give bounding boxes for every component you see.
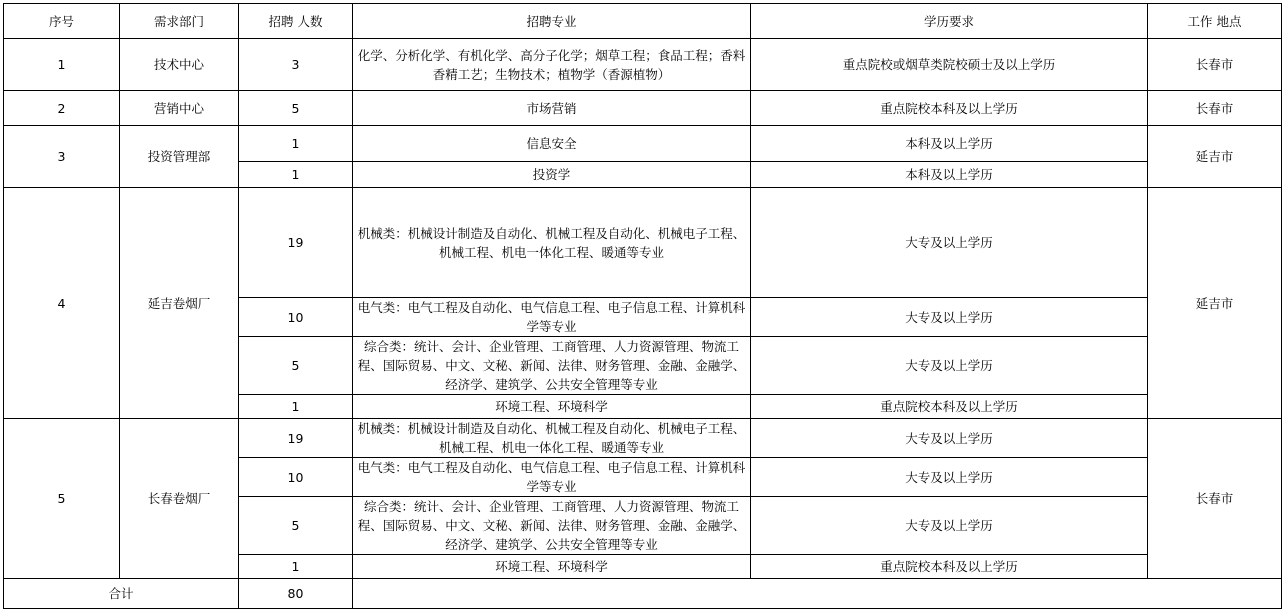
row-major: 电气类：电气工程及自动化、电气信息工程、电子信息工程、计算机科学等专业 [353,298,751,337]
row-count: 5 [239,91,353,126]
table-row [4,188,1282,298]
row-edu: 大专及以上学历 [751,337,1148,395]
row-count: 5 [239,337,353,395]
row-edu: 本科及以上学历 [751,162,1148,188]
row-no: 2 [4,91,120,126]
row-count: 3 [239,39,353,91]
row-loc: 延吉市 [1148,188,1282,419]
header-count: 招聘 人数 [239,4,353,39]
table-row [4,419,1282,458]
row-dept: 投资管理部 [120,126,239,188]
row-edu: 重点院校本科及以上学历 [751,555,1148,579]
header-dept: 需求部门 [120,4,239,39]
row-major: 市场营销 [353,91,751,126]
row-count: 1 [239,395,353,419]
row-edu: 重点院校本科及以上学历 [751,395,1148,419]
table-row [4,126,1282,162]
row-count: 1 [239,555,353,579]
row-loc: 长春市 [1148,39,1282,91]
row-edu: 本科及以上学历 [751,126,1148,162]
row-major: 综合类：统计、会计、企业管理、工商管理、人力资源管理、物流工程、国际贸易、中文、文秘、新闻、法律、财务管理、金融、金融学、经济学、建筑学、公共安全管理等专业 [353,337,751,395]
row-major: 环境工程、环境科学 [353,395,751,419]
row-no: 3 [4,126,120,188]
row-major: 电气类：电气工程及自动化、电气信息工程、电子信息工程、计算机科学等专业 [353,458,751,497]
row-no: 5 [4,419,120,579]
row-count: 19 [239,188,353,298]
row-count: 1 [239,162,353,188]
recruitment-table [3,3,1282,609]
total-count: 80 [239,579,353,609]
total-label: 合计 [4,579,239,609]
total-empty [353,579,1282,609]
header-edu: 学历要求 [751,4,1148,39]
row-count: 1 [239,126,353,162]
header-row [4,4,1282,39]
row-edu: 大专及以上学历 [751,298,1148,337]
row-loc: 延吉市 [1148,126,1282,188]
row-edu: 大专及以上学历 [751,419,1148,458]
row-major: 投资学 [353,162,751,188]
row-dept: 技术中心 [120,39,239,91]
header-major: 招聘专业 [353,4,751,39]
row-major: 环境工程、环境科学 [353,555,751,579]
row-major: 信息安全 [353,126,751,162]
table-row [4,39,1282,91]
row-loc: 长春市 [1148,419,1282,579]
row-edu: 大专及以上学历 [751,497,1148,555]
row-edu: 重点院校本科及以上学历 [751,91,1148,126]
row-edu: 大专及以上学历 [751,458,1148,497]
row-dept: 营销中心 [120,91,239,126]
row-no: 1 [4,39,120,91]
row-no: 4 [4,188,120,419]
row-edu: 大专及以上学历 [751,188,1148,298]
row-dept: 长春卷烟厂 [120,419,239,579]
row-count: 10 [239,458,353,497]
header-loc: 工作 地点 [1148,4,1282,39]
row-major: 化学、分析化学、有机化学、高分子化学；烟草工程；食品工程；香料香精工艺；生物技术；植物学（香源植物） [353,39,751,91]
total-row [4,579,1282,609]
row-count: 5 [239,497,353,555]
row-edu: 重点院校或烟草类院校硕士及以上学历 [751,39,1148,91]
row-count: 19 [239,419,353,458]
row-major: 机械类：机械设计制造及自动化、机械工程及自动化、机械电子工程、机械工程、机电一体化工程、暖通等专业 [353,188,751,298]
row-dept: 延吉卷烟厂 [120,188,239,419]
row-major: 机械类：机械设计制造及自动化、机械工程及自动化、机械电子工程、机械工程、机电一体化工程、暖通等专业 [353,419,751,458]
header-no: 序号 [4,4,120,39]
table-row [4,91,1282,126]
row-major: 综合类：统计、会计、企业管理、工商管理、人力资源管理、物流工程、国际贸易、中文、文秘、新闻、法律、财务管理、金融、金融学、经济学、建筑学、公共安全管理等专业 [353,497,751,555]
row-count: 10 [239,298,353,337]
row-loc: 长春市 [1148,91,1282,126]
